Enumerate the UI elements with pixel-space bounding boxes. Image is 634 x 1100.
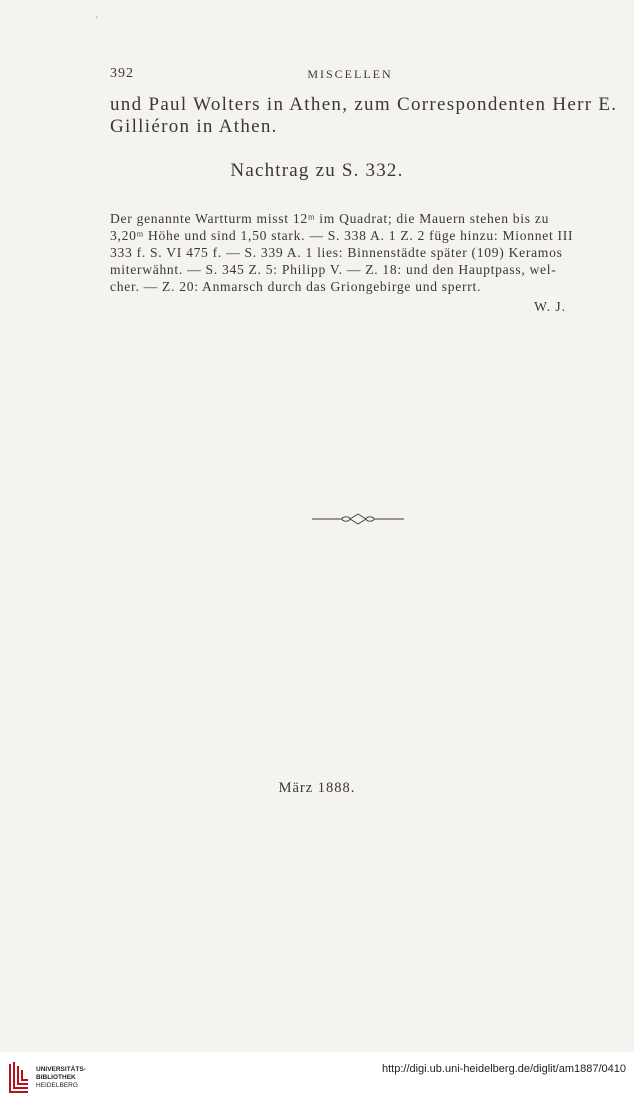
note-paragraph bbox=[110, 210, 596, 295]
text-line: und Paul Wolters in Athen, zum Correspondenten Herr E. bbox=[110, 94, 618, 115]
library-logo-icon bbox=[8, 1060, 30, 1094]
page-number: 392 bbox=[110, 66, 134, 81]
text-line: Gilliéron in Athen. bbox=[110, 116, 278, 137]
text-line: 333 f. S. VI 475 f. — S. 339 A. 1 lies: Binnenstädte später (109) Keramos bbox=[110, 245, 563, 260]
logo-line: UNIVERSITÄTS- bbox=[36, 1066, 86, 1073]
text-line: miterwähnt. — S. 345 Z. 5: Philipp V. — Z. 18: und den Hauptpass, wel- bbox=[110, 262, 557, 277]
library-footer bbox=[0, 1052, 634, 1100]
signature: W. J. bbox=[534, 299, 566, 314]
logo-line: HEIDELBERG bbox=[36, 1082, 78, 1089]
section-title: Nachtrag zu S. 332. bbox=[230, 160, 404, 181]
text-line: 3,20ᵐ Höhe und sind 1,50 stark. — S. 338 A. 1 Z. 2 füge hinzu: Mionnet III bbox=[110, 228, 574, 243]
running-head: MISCELLEN bbox=[307, 67, 393, 81]
source-url-link[interactable]: http://digi.ub.uni-heidelberg.de/diglit/am1887/0410 bbox=[381, 1063, 626, 1075]
ornamental-rule-icon bbox=[312, 512, 404, 526]
text-line: Der genannte Wartturm misst 12ᵐ im Quadrat; die Mauern stehen bis zu bbox=[110, 211, 550, 226]
date-line: März 1888. bbox=[278, 780, 356, 796]
page-header bbox=[110, 66, 590, 86]
continuation-paragraph bbox=[110, 94, 618, 138]
corner-mark: ' bbox=[96, 15, 98, 25]
library-name bbox=[36, 1066, 86, 1090]
logo-line: BIBLIOTHEK bbox=[36, 1074, 76, 1081]
text-line: cher. — Z. 20: Anmarsch durch das Griongebirge und sperrt. bbox=[110, 279, 482, 294]
